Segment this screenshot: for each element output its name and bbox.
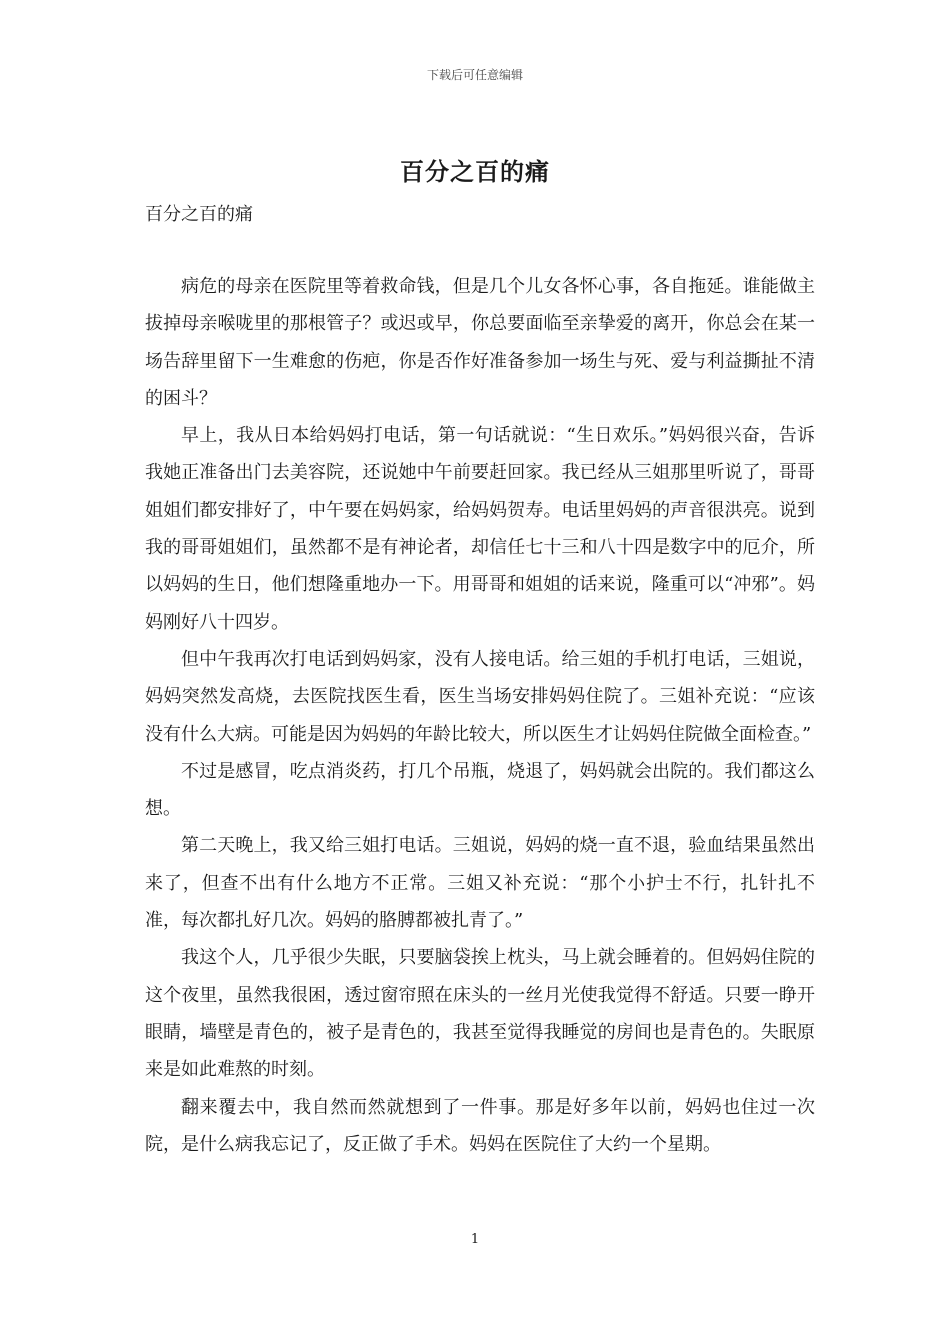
document-title: 百分之百的痛: [400, 157, 550, 186]
document-subtitle: 百分之百的痛: [145, 204, 253, 225]
paragraph: 不过是感冒，吃点消炎药，打几个吊瓶，烧退了，妈妈就会出院的。我们都这么想。: [145, 760, 815, 820]
paragraph: 病危的母亲在医院里等着救命钱，但是几个儿女各怀心事，各自拖延。谁能做主拔掉母亲喉咙里的那根管子？或迟或早，你总要面临至亲挚爱的离开，你总会在某一场告辞里留下一生难愈的伤疤，你是否作好准备参加一场生与死、爱与利益撕扯不清的困斗？: [145, 276, 815, 409]
document-body: [145, 268, 815, 1163]
paragraph: 早上，我从日本给妈妈打电话，第一句话就说：“生日欢乐。”妈妈很兴奋，告诉我她正准备出门去美容院，还说她中午前要赶回家。我已经从三姐那里听说了，哥哥姐姐们都安排好了，中午要在妈妈家，给妈妈贺寿。电话里妈妈的声音很洪亮。说到我的哥哥姐姐们，虽然都不是有神论者，却信任七十三和八十四是数字中的厄介，所以妈妈的生日，他们想隆重地办一下。用哥哥和姐姐的话来说，隆重可以“冲邪”。妈妈刚好八十四岁。: [145, 425, 815, 633]
page-number: 1: [470, 1232, 480, 1247]
paragraph: 但中午我再次打电话到妈妈家，没有人接电话。给三姐的手机打电话，三姐说，妈妈突然发高烧，去医院找医生看，医生当场安排妈妈住院了。三姐补充说：“应该没有什么大病。可能是因为妈妈的年龄比较大，所以医生才让妈妈住院做全面检查。”: [145, 648, 815, 745]
paragraph: 翻来覆去中，我自然而然就想到了一件事。那是好多年以前，妈妈也住过一次院，是什么病我忘记了，反正做了手术。妈妈在医院住了大约一个星期。: [145, 1096, 815, 1155]
paragraph: 我这个人，几乎很少失眠，只要脑袋挨上枕头，马上就会睡着的。但妈妈住院的这个夜里，虽然我很困，透过窗帘照在床头的一丝月光使我觉得不舒适。只要一睁开眼睛，墙壁是青色的，被子是青色的，我甚至觉得我睡觉的房间也是青色的。失眠原来是如此难熬的时刻。: [145, 947, 815, 1081]
paragraph: 第二天晚上，我又给三姐打电话。三姐说，妈妈的烧一直不退，验血结果虽然出来了，但查不出有什么地方不正常。三姐又补充说：“那个小护士不行，扎针扎不准，每次都扎好几次。妈妈的胳膊都被扎青了。”: [145, 835, 815, 932]
header-note: 下载后可任意编辑: [426, 68, 523, 82]
